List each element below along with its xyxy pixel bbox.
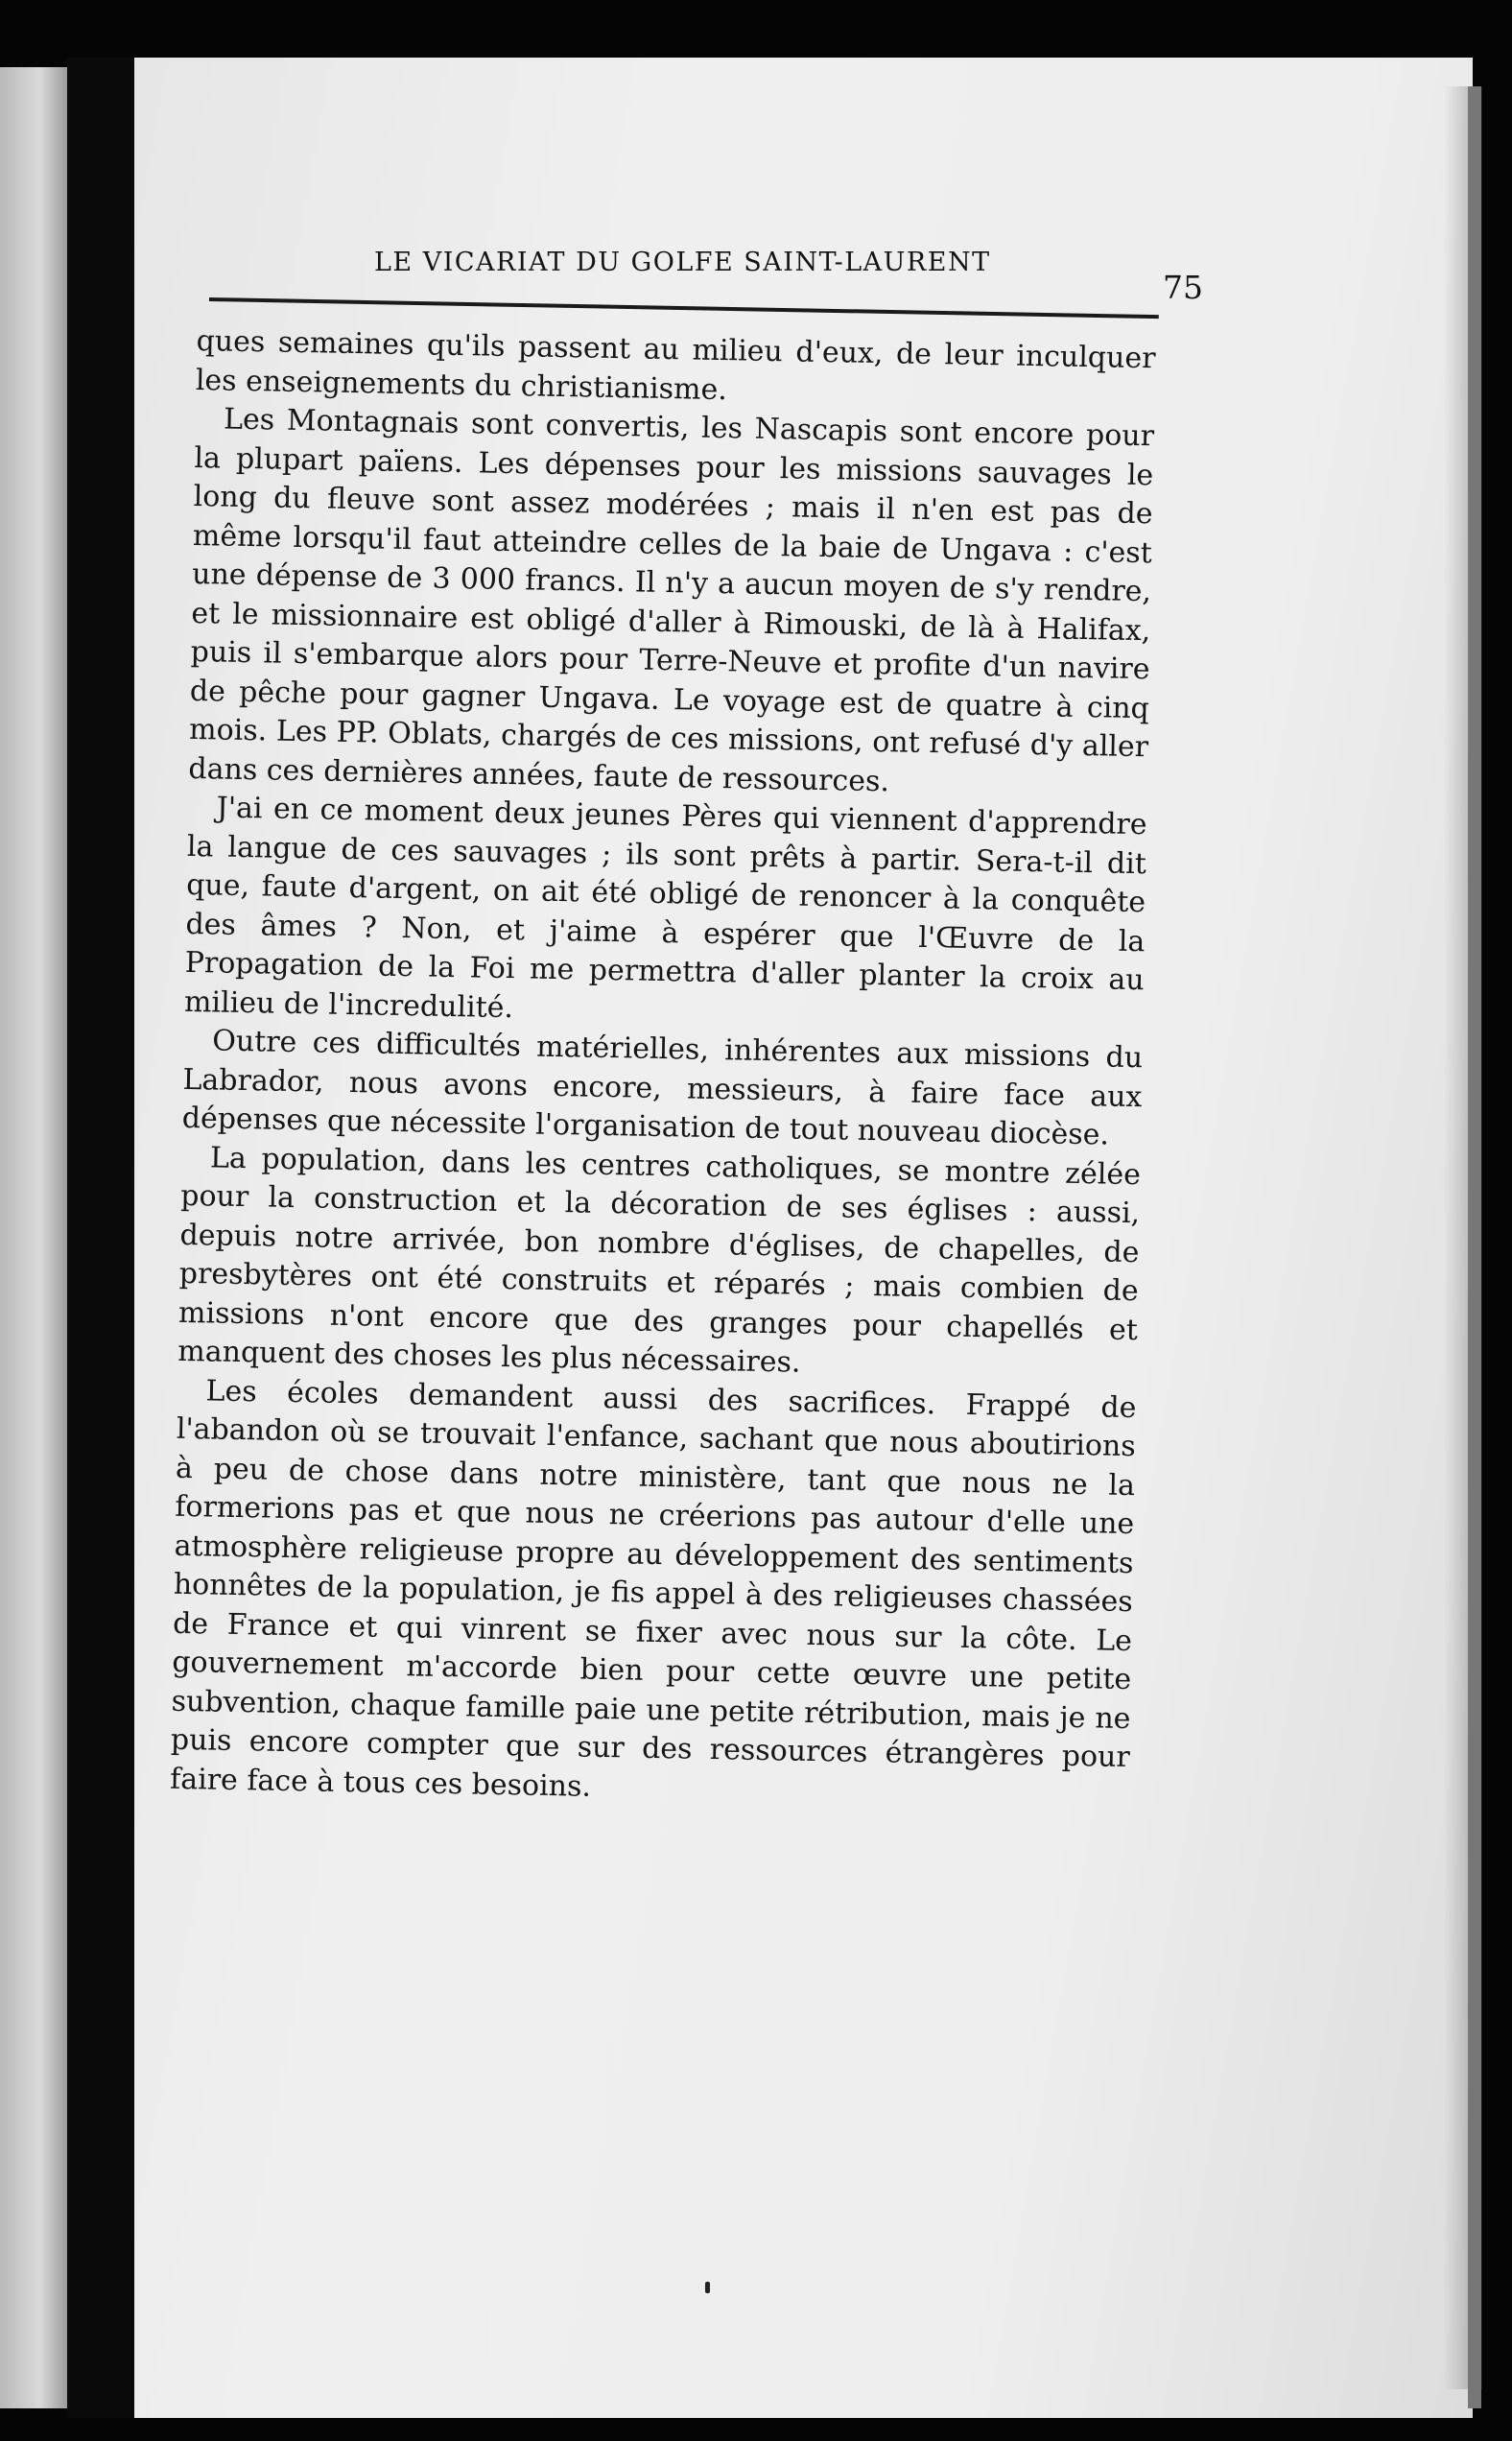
running-header: LE VICARIAT DU GOLFE SAINT-LAURENT (374, 248, 991, 277)
page-number: 75 (1163, 269, 1203, 306)
paragraph-continued: ques semaines qu'ils passent au milieu d'eux, de leur inculquer les enseignements du christianisme. (195, 323, 1156, 407)
paragraph: J'ai en ce moment deux jeunes Pères qui viennent d'apprendre la langue de ces sauvages ; ils sont prêts à partir. Sera-t-il dit que, faute d'argent, on ait été obligé de renoncer à la conquête des âmes ? Non, et j'aime à espérer que l'Œuvre de la Propagation de la Foi me permettra d'aller planter la croix au milieu de l'incredulité. (183, 791, 1147, 1025)
paragraph: Les Montagnais sont convertis, les Nascapis sont encore pour la plupart païens. Les dépenses pour les missions sauvages le long du fleuve sont assez modérées ; mais il n'en est pas de même lorsqu'il faut atteindre celles de la baie de Ungava : c'est une dépense de 3 000 francs. Il n'y a aucun moyen de s'y rendre, et le missionnaire est obligé d'aller à Rimouski, de là à Halifax, puis il s'embarque alors pour Terre-Neuve et profite d'un navire de pêche pour gagner Ungava. Le voyage est de quatre à cinq mois. Les PP. Oblats, chargés de ces missions, ont refusé d'y aller dans ces dernières années, faute de ressources. (188, 402, 1155, 798)
paragraph: Outre ces difficultés matérielles, inhérentes aux missions du Labrador, nous avons encore, messieurs, à faire face aux dépenses que nécessite l'organisation de tout nouveau diocèse. (181, 1024, 1144, 1152)
paragraph: La population, dans les centres catholiques, se montre zélée pour la construction et la décoration de ses églises : aussi, depuis notre arrivée, bon nombre d'églises, de chapelles, de presbytères ont été construits et réparés ; mais combien de missions n'ont encore que des granges pour chapellés et manquent des choses les plus nécessaires. (177, 1140, 1142, 1380)
page-stack-edge (1468, 86, 1481, 2408)
previous-page-edge (0, 67, 67, 2408)
print-speck (705, 2282, 710, 2293)
body-text (170, 322, 1156, 1816)
binding-gutter (67, 58, 134, 2418)
paragraph: Les écoles demandent aussi des sacrifices. Frappé de l'abandon où se trouvait l'enfance, sachant que nous aboutirions à peu de chose dans notre ministère, tant que nous ne la formerions pas et que nous ne créerions pas autour d'elle une atmosphère religieuse propre au développement des sentiments honnêtes de la population, je fis appel à des religieuses chassées de France et qui vinrent se fixer avec nous sur la côte. Le gouvernement m'accorde bien pour cette œuvre une petite subvention, chaque famille paie une petite rétribution, mais je ne puis encore compter que sur des ressources étrangères pour faire face à tous ces besoins. (169, 1373, 1137, 1804)
